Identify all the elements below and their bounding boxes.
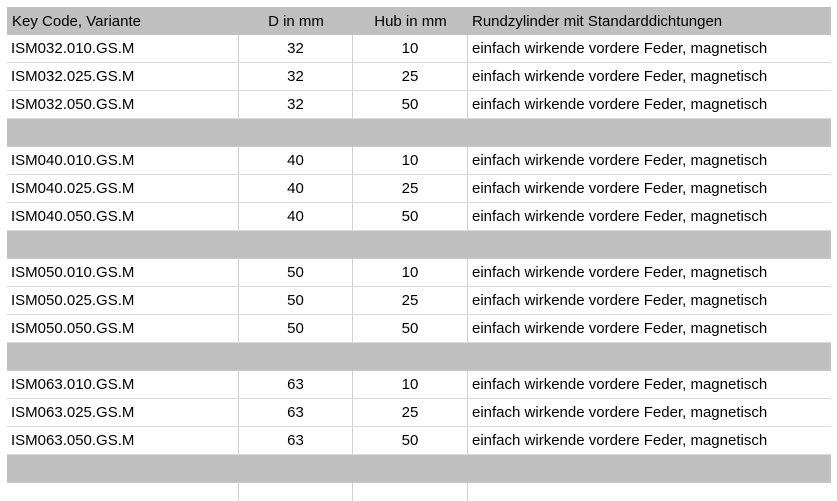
cell-key-code[interactable]: ISM040.050.GS.M xyxy=(7,203,239,230)
table-row xyxy=(7,35,831,63)
table-row xyxy=(7,175,831,203)
cell-diameter[interactable]: 32 xyxy=(239,63,353,90)
cell-key-code[interactable]: ISM032.025.GS.M xyxy=(7,63,239,90)
table-row xyxy=(7,147,831,175)
table-row xyxy=(7,91,831,119)
cell-diameter[interactable]: 32 xyxy=(239,91,353,118)
cell-stroke[interactable]: 25 xyxy=(353,63,468,90)
cell-stroke[interactable]: 10 xyxy=(353,35,468,62)
cell-stroke[interactable]: 50 xyxy=(353,203,468,230)
cell-description[interactable]: einfach wirkende vordere Feder, magnetisch xyxy=(472,208,768,225)
cell-key-code[interactable]: ISM063.010.GS.M xyxy=(7,371,239,398)
cell-diameter[interactable]: 50 xyxy=(239,287,353,314)
cell-description[interactable]: einfach wirkende vordere Feder, magnetisch xyxy=(472,292,768,309)
cell-description[interactable]: einfach wirkende vordere Feder, magnetisch xyxy=(472,320,768,337)
cell-description[interactable]: einfach wirkende vordere Feder, magnetisch xyxy=(472,376,768,393)
cell-key-code[interactable]: ISM032.010.GS.M xyxy=(7,35,239,62)
cell-diameter[interactable]: 50 xyxy=(239,259,353,286)
header-key-code[interactable]: Key Code, Variante xyxy=(12,12,141,30)
cell-key-code[interactable]: ISM040.025.GS.M xyxy=(7,175,239,202)
cell-description[interactable]: einfach wirkende vordere Feder, magnetisch xyxy=(472,180,768,197)
cell-stroke[interactable]: 10 xyxy=(353,259,468,286)
cell-stroke[interactable]: 10 xyxy=(353,371,468,398)
separator-row[interactable] xyxy=(7,119,831,147)
cell-diameter[interactable]: 32 xyxy=(239,35,353,62)
table-row xyxy=(7,259,831,287)
table-row xyxy=(7,427,831,455)
cell-key-code[interactable]: ISM050.050.GS.M xyxy=(7,315,239,342)
cell-diameter[interactable]: 40 xyxy=(239,203,353,230)
cell-key-code[interactable]: ISM032.050.GS.M xyxy=(7,91,239,118)
empty-cell[interactable] xyxy=(7,483,239,501)
table-row xyxy=(7,315,831,343)
cell-stroke[interactable]: 50 xyxy=(353,91,468,118)
header-stroke[interactable]: Hub in mm xyxy=(374,12,447,30)
cell-description[interactable]: einfach wirkende vordere Feder, magnetisch xyxy=(472,96,768,113)
cell-description[interactable]: einfach wirkende vordere Feder, magnetisch xyxy=(472,404,768,421)
cell-stroke[interactable]: 10 xyxy=(353,147,468,174)
cell-description[interactable]: einfach wirkende vordere Feder, magnetisch xyxy=(472,432,768,449)
cell-description[interactable]: einfach wirkende vordere Feder, magnetisch xyxy=(472,68,768,85)
spreadsheet-table xyxy=(7,7,831,501)
cell-description[interactable]: einfach wirkende vordere Feder, magnetisch xyxy=(472,152,768,169)
cell-key-code[interactable]: ISM063.050.GS.M xyxy=(7,427,239,454)
cell-key-code[interactable]: ISM040.010.GS.M xyxy=(7,147,239,174)
separator-row[interactable] xyxy=(7,343,831,371)
cell-description[interactable]: einfach wirkende vordere Feder, magnetisch xyxy=(472,40,768,57)
table-row xyxy=(7,287,831,315)
empty-row xyxy=(7,483,831,501)
cell-diameter[interactable]: 63 xyxy=(239,371,353,398)
cell-key-code[interactable]: ISM050.010.GS.M xyxy=(7,259,239,286)
header-description[interactable]: Rundzylinder mit Standarddichtungen xyxy=(472,12,723,30)
empty-cell[interactable] xyxy=(239,483,353,501)
table-row xyxy=(7,203,831,231)
header-row xyxy=(7,7,831,35)
cell-diameter[interactable]: 63 xyxy=(239,427,353,454)
cell-diameter[interactable]: 63 xyxy=(239,399,353,426)
separator-row[interactable] xyxy=(7,455,831,483)
header-diameter[interactable]: D in mm xyxy=(268,12,324,30)
cell-stroke[interactable]: 25 xyxy=(353,175,468,202)
empty-cell[interactable] xyxy=(468,483,831,501)
cell-stroke[interactable]: 25 xyxy=(353,287,468,314)
cell-description[interactable]: einfach wirkende vordere Feder, magnetisch xyxy=(472,264,768,281)
cell-diameter[interactable]: 40 xyxy=(239,175,353,202)
empty-cell[interactable] xyxy=(353,483,468,501)
cell-diameter[interactable]: 40 xyxy=(239,147,353,174)
table-row xyxy=(7,399,831,427)
cell-key-code[interactable]: ISM063.025.GS.M xyxy=(7,399,239,426)
cell-stroke[interactable]: 25 xyxy=(353,399,468,426)
separator-row[interactable] xyxy=(7,231,831,259)
table-row xyxy=(7,371,831,399)
cell-key-code[interactable]: ISM050.025.GS.M xyxy=(7,287,239,314)
cell-stroke[interactable]: 50 xyxy=(353,315,468,342)
cell-stroke[interactable]: 50 xyxy=(353,427,468,454)
cell-diameter[interactable]: 50 xyxy=(239,315,353,342)
table-row xyxy=(7,63,831,91)
